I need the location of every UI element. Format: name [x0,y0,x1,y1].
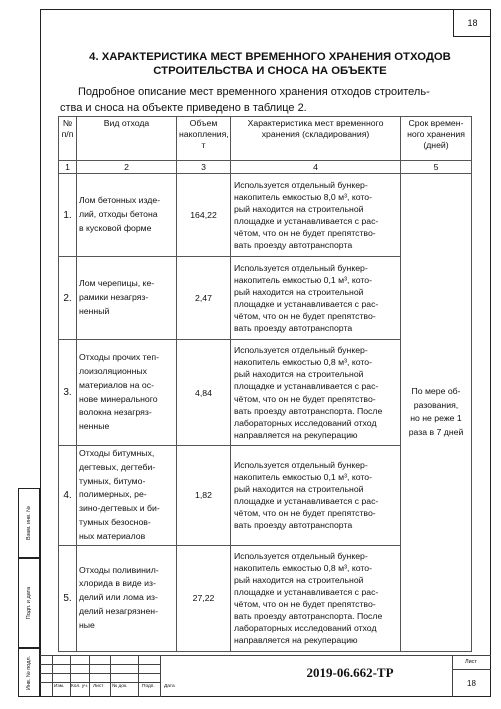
side-field-original-inv: Инв. № подл. [18,648,40,697]
col-number: 5 [401,161,472,174]
storage-description: Используется отдельный бункер- накопитель емкостью 0,1 м³, кото- рый находится на строительной площадке и устанавливается с рас- чётом, что он не будет препятство- вать проезду автотранспорта [231,257,401,340]
row-number: 1. [59,174,77,257]
col-number: 1 [59,161,77,174]
stamp-sheet-number: 18 [467,679,476,688]
column-numbers-row [59,161,472,174]
section-title: 4. ХАРАКТЕРИСТИКА МЕСТ ВРЕМЕННОГО ХРАНЕНИЯ ОТХОДОВ СТРОИТЕЛЬСТВА И СНОСА НА ОБЪЕКТЕ [89,51,451,77]
volume-value: 2,47 [177,257,231,340]
col-number: 4 [231,161,401,174]
title-block [40,655,491,697]
volume-value: 27,22 [177,545,231,651]
waste-storage-table [58,116,472,652]
storage-description: Используется отдельный бункер- накопитель емкостью 0,8 м³, кото- рый находится на строительной площадке и устанавливается с рас- чётом, что он не будет препятство- вать проезду автотранспорта. После лабораторных исследований отход направляется на рекуперацию [231,545,401,651]
header-num: № п/п [59,117,77,161]
stamp-label-date: Дата [164,684,175,689]
side-field-sign-date: Подп. и дата [18,558,40,648]
header-term: Срок времен- ного хранения (дней) [401,117,472,161]
waste-type: Лом бетонных изде- лий, отходы бетона в кусковой форме [77,174,177,257]
header-waste: Вид отхода [77,117,177,161]
row-number: 5. [59,545,77,651]
storage-description: Используется отдельный бункер- накопитель емкостью 0,8 м³, кото- рый находится на строительной площадке и устанавливается с рас- чётом, что он не будет препятство- вать проезду автотранспорта. После лабораторных исследований отход направляется на рекуперацию [231,340,401,446]
storage-term: По мере об- разования, но не реже 1 раза в 7 дней [401,174,472,652]
storage-description: Используется отдельный бункер- накопитель емкостью 0,1 м³, кото- рый находится на строительной площадке и устанавливается с рас- чётом, что он не будет препятство- вать проезду автотранспорта [231,446,401,546]
stamp-label-change: Изм. [54,684,65,689]
document-code: 2019-06.662-ТР [306,665,394,680]
row-number: 3. [59,340,77,446]
table-row [59,174,472,257]
header-storage: Характеристика мест временного хранения (складирования) [231,117,401,161]
table-header-row [59,117,472,161]
stamp-label-sign: Подп. [142,684,155,689]
header-volume: Объем накопления, т [177,117,231,161]
page-number: 18 [453,9,491,37]
waste-type: Отходы битумных, дегтевых, дегтеби- тумных, битумо- полимерных, ре- зино-дегтевых и би- тумных безоснов- ных материалов [77,446,177,546]
waste-type: Отходы прочих теп- лоизоляционных материалов на ос- нове минерального волокна незагряз- ненные [77,340,177,446]
stamp-sheet-label: Лист [465,659,477,665]
stamp-label-sheet: Лист [93,684,104,689]
volume-value: 1,82 [177,446,231,546]
volume-value: 4,84 [177,340,231,446]
storage-description: Используется отдельный бункер- накопитель емкостью 8,0 м³, кото- рый находится на строительной площадке и устанавливается с рас- чётом, что он не будет препятство- вать проезду автотранспорта [231,174,401,257]
waste-type: Отходы поливинил- хлорида в виде из- делий или лома из- делий незагрязнен- ные [77,545,177,651]
col-number: 3 [177,161,231,174]
row-number: 2. [59,257,77,340]
stamp-label-count: Кол. уч. [71,684,89,689]
col-number: 2 [77,161,177,174]
intro-paragraph: Подробное описание мест временного хранения отходов строитель- ства и сноса на объекте приведено в таблице 2. [60,86,430,114]
waste-type: Лом черепицы, ке- рамики незагряз- ненный [77,257,177,340]
side-field-replaced-inv: Взам. инв. № [18,488,40,558]
volume-value: 164,22 [177,174,231,257]
stamp-label-doc: № док. [112,684,128,689]
row-number: 4. [59,446,77,546]
